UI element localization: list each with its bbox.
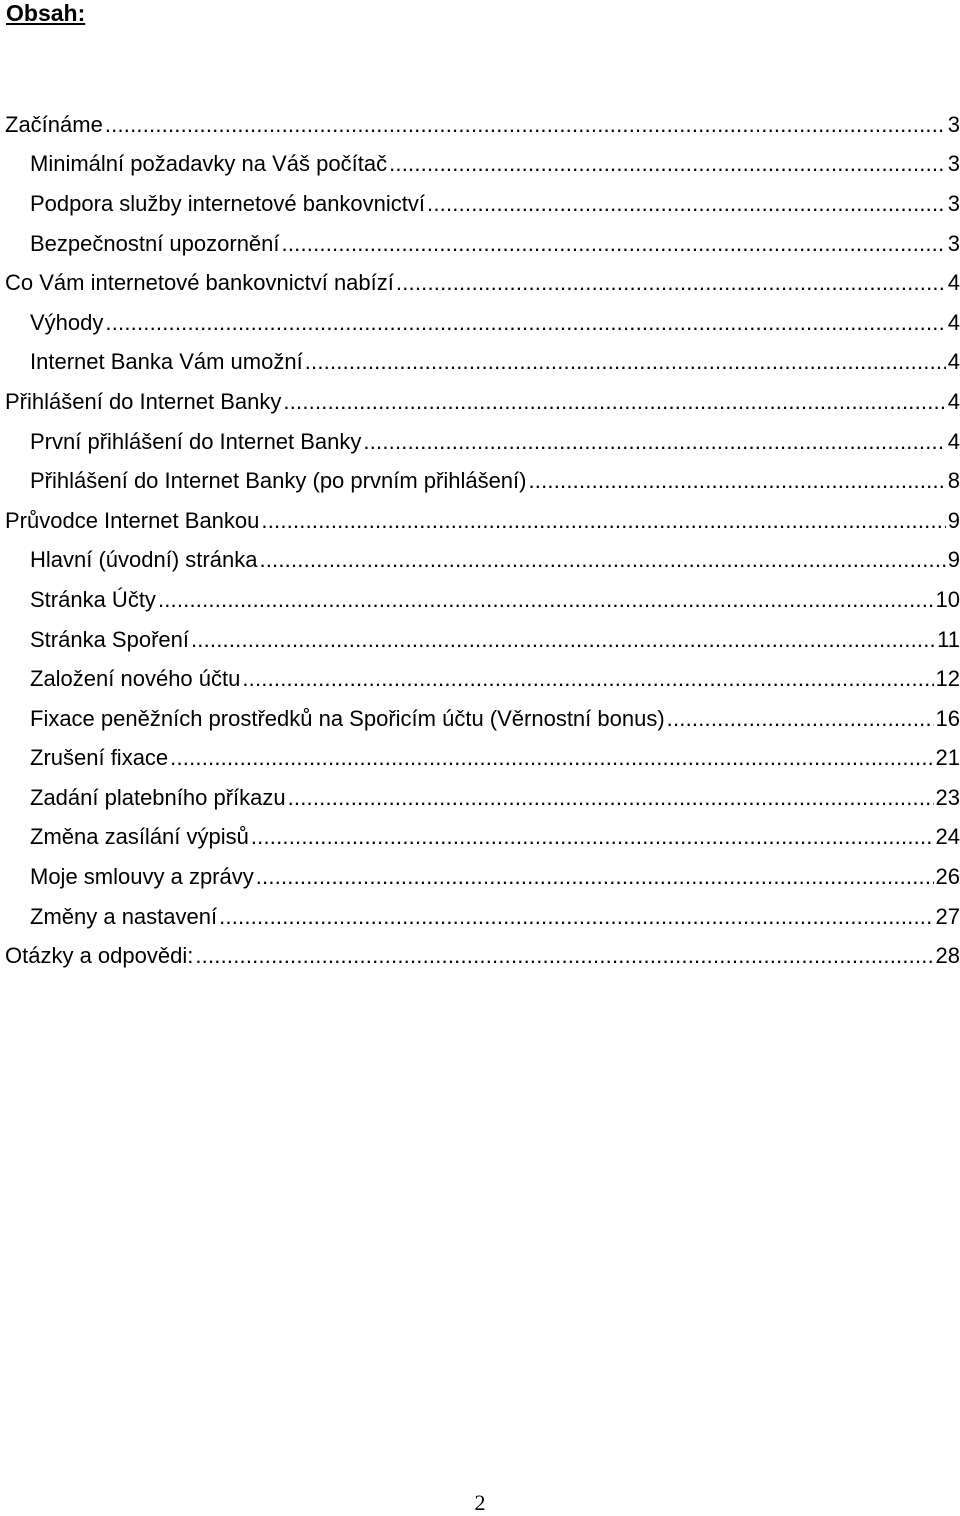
toc-dot-leader [251, 825, 934, 849]
toc-entry[interactable] [0, 936, 960, 976]
toc-entry-title: Průvodce Internet Bankou [5, 507, 260, 533]
toc-entry-title: Hlavní (úvodní) stránka [30, 547, 258, 573]
toc-entry-title: Internet Banka Vám umožní [30, 349, 303, 375]
toc-dot-leader [195, 944, 933, 968]
toc-entry-title: Přihlášení do Internet Banky (po prvním přihlášení) [30, 468, 527, 494]
toc-entry-title: Minimální požadavky na Váš počítač [30, 151, 388, 177]
toc-entry-page: 4 [947, 428, 960, 454]
toc-entry[interactable] [0, 184, 960, 224]
toc-entry-page: 3 [947, 190, 960, 216]
toc-entry-page: 4 [947, 270, 960, 296]
toc-entry-title: Změna zasílání výpisů [30, 824, 249, 850]
toc-entry-page: 23 [935, 784, 960, 810]
toc-entry-page: 10 [935, 586, 960, 612]
toc-entry-title: Přihlášení do Internet Banky [5, 388, 282, 414]
toc-entry-page: 9 [947, 547, 960, 573]
toc-entry[interactable] [0, 303, 960, 343]
toc-entry-page: 8 [947, 468, 960, 494]
table-of-contents [0, 105, 960, 976]
toc-entry-title: Výhody [30, 309, 104, 335]
toc-entry[interactable] [0, 580, 960, 620]
toc-dot-leader [283, 390, 945, 414]
toc-entry-title: První přihlášení do Internet Banky [30, 428, 362, 454]
toc-entry-title: Moje smlouvy a zprávy [30, 864, 254, 890]
toc-entry[interactable] [0, 541, 960, 581]
toc-dot-leader [305, 350, 946, 374]
toc-entry-title: Podpora služby internetové bankovnictví [30, 190, 426, 216]
toc-entry[interactable] [0, 461, 960, 501]
toc-entry-page: 3 [947, 230, 960, 256]
toc-dot-leader [259, 548, 945, 572]
toc-entry[interactable] [0, 145, 960, 185]
toc-entry-title: Začínáme [5, 111, 103, 137]
toc-entry-page: 26 [935, 864, 960, 890]
toc-entry[interactable] [0, 778, 960, 818]
toc-entry-title: Stránka Účty [30, 586, 156, 612]
toc-dot-leader [256, 865, 934, 889]
toc-entry[interactable] [0, 897, 960, 937]
toc-entry-page: 3 [947, 151, 960, 177]
toc-entry-title: Založení nového účtu [30, 666, 241, 692]
toc-entry-page: 24 [935, 824, 960, 850]
toc-dot-leader [528, 469, 945, 493]
toc-dot-leader [158, 588, 934, 612]
toc-entry-page: 4 [947, 349, 960, 375]
toc-entry[interactable] [0, 501, 960, 541]
toc-dot-leader [191, 628, 935, 652]
toc-entry-page: 9 [947, 507, 960, 533]
toc-dot-leader [389, 152, 946, 176]
page-number: 2 [474, 1490, 486, 1515]
toc-entry[interactable] [0, 620, 960, 660]
toc-entry-page: 21 [935, 745, 960, 771]
toc-dot-leader [667, 707, 934, 731]
toc-entry[interactable] [0, 422, 960, 462]
toc-heading: Obsah: [6, 0, 86, 26]
toc-entry-page: 12 [935, 666, 960, 692]
toc-dot-leader [219, 905, 933, 929]
toc-entry[interactable] [0, 263, 960, 303]
toc-entry[interactable] [0, 739, 960, 779]
toc-entry-page: 11 [937, 626, 960, 652]
toc-dot-leader [170, 746, 933, 770]
toc-entry-page: 4 [947, 309, 960, 335]
toc-entry-page: 28 [935, 943, 960, 969]
toc-entry[interactable] [0, 857, 960, 897]
toc-dot-leader [427, 192, 946, 216]
toc-entry-title: Zadání platebního příkazu [30, 784, 286, 810]
toc-entry[interactable] [0, 343, 960, 383]
toc-entry-page: 27 [935, 903, 960, 929]
toc-entry-page: 3 [947, 111, 960, 137]
toc-entry[interactable] [0, 105, 960, 145]
toc-dot-leader [288, 786, 934, 810]
toc-dot-leader [242, 667, 933, 691]
toc-entry-title: Co Vám internetové bankovnictví nabízí [5, 270, 394, 296]
toc-entry[interactable] [0, 699, 960, 739]
toc-dot-leader [261, 509, 945, 533]
toc-entry[interactable] [0, 224, 960, 264]
toc-entry-title: Fixace peněžních prostředků na Spořicím účtu (Věrnostní bonus) [30, 705, 665, 731]
toc-dot-leader [282, 232, 946, 256]
toc-entry[interactable] [0, 818, 960, 858]
toc-entry-page: 4 [947, 388, 960, 414]
toc-dot-leader [105, 311, 945, 335]
toc-dot-leader [105, 113, 946, 137]
toc-entry-title: Bezpečnostní upozornění [30, 230, 280, 256]
toc-entry-title: Otázky a odpovědi: [5, 943, 194, 969]
toc-dot-leader [396, 271, 946, 295]
toc-entry[interactable] [0, 382, 960, 422]
toc-entry-page: 16 [935, 705, 960, 731]
toc-entry[interactable] [0, 659, 960, 699]
toc-entry-title: Změny a nastavení [30, 903, 218, 929]
toc-entry-title: Zrušení fixace [30, 745, 169, 771]
toc-dot-leader [363, 430, 945, 454]
toc-entry-title: Stránka Spoření [30, 626, 189, 652]
